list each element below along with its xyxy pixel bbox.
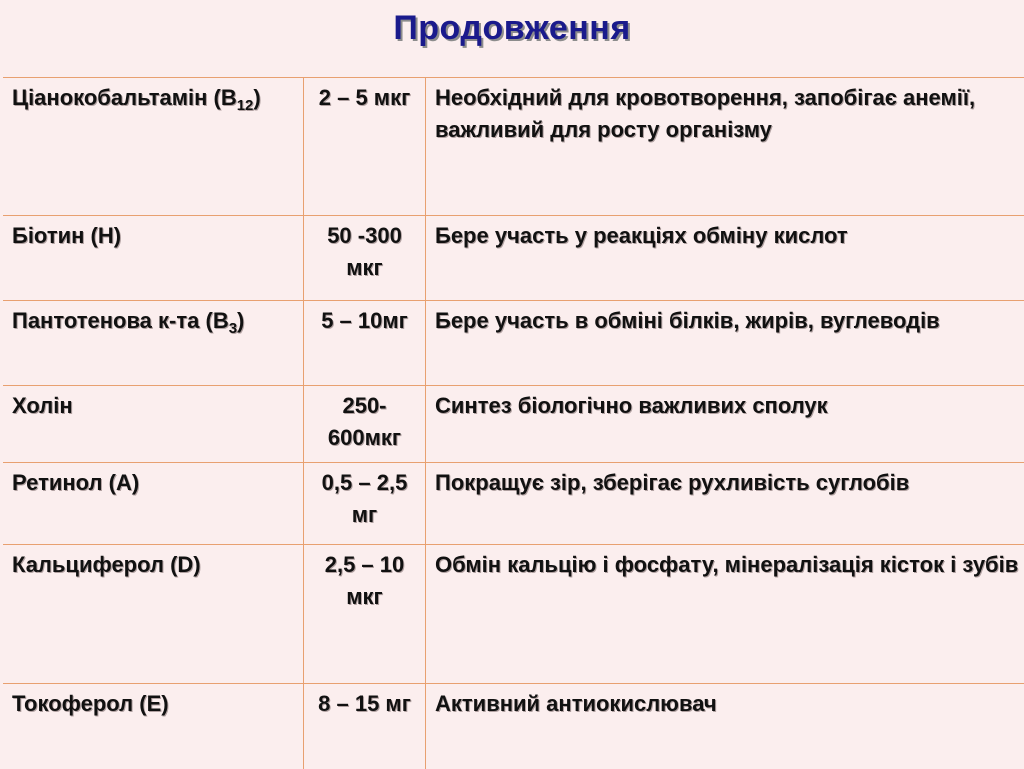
vitamin-subscript: 12 xyxy=(237,97,254,114)
vitamin-name: Пантотенова к-та (B xyxy=(12,308,229,333)
dose-cell: 0,5 – 2,5 мг xyxy=(304,463,426,545)
vitamin-name: Кальциферол (D) xyxy=(12,552,201,577)
description-cell: Активний антиокислювач xyxy=(426,684,1024,769)
table-row xyxy=(3,216,1024,301)
description-cell: Покращує зір, зберігає рухливість суглобів xyxy=(426,463,1024,545)
description-cell: Обмін кальцію і фосфату, мінералізація кісток і зубів xyxy=(426,545,1024,684)
vitamin-name: Холін xyxy=(12,393,73,418)
vitamin-name-cell xyxy=(3,463,304,545)
vitamin-name: Ціанокобальтамін (B xyxy=(12,85,237,110)
vitamin-name-cell xyxy=(3,386,304,463)
vitamin-name: Біотин (Н) xyxy=(12,223,121,248)
description-cell: Необхідний для кровотворення, запобігає анемії, важливий для росту організму xyxy=(426,78,1024,216)
table-row xyxy=(3,386,1024,463)
description-cell: Бере участь у реакціях обміну кислот xyxy=(426,216,1024,301)
table-row xyxy=(3,301,1024,386)
vitamin-name-cell xyxy=(3,78,304,216)
vitamin-name-cell xyxy=(3,301,304,386)
vitamin-name-cell xyxy=(3,545,304,684)
vitamin-name-suffix: ) xyxy=(253,85,260,110)
dose-cell: 250-600мкг xyxy=(304,386,426,463)
vitamins-table xyxy=(3,77,1024,769)
dose-cell: 2,5 – 10 мкг xyxy=(304,545,426,684)
table-row xyxy=(3,78,1024,216)
dose-cell: 2 – 5 мкг xyxy=(304,78,426,216)
table-row xyxy=(3,463,1024,545)
description-cell: Бере участь в обміні білків, жирів, вуглеводів xyxy=(426,301,1024,386)
vitamin-name-cell xyxy=(3,684,304,769)
vitamin-name-suffix: ) xyxy=(237,308,244,333)
dose-cell: 8 – 15 мг xyxy=(304,684,426,769)
dose-cell: 50 -300 мкг xyxy=(304,216,426,301)
page-title: Продовження xyxy=(0,6,1024,50)
description-cell: Синтез біологічно важливих сполук xyxy=(426,386,1024,463)
vitamin-subscript: 3 xyxy=(229,320,237,337)
vitamin-name-cell xyxy=(3,216,304,301)
table-row xyxy=(3,684,1024,769)
dose-cell: 5 – 10мг xyxy=(304,301,426,386)
vitamin-name: Ретинол (А) xyxy=(12,470,139,495)
vitamin-name: Токоферол (Е) xyxy=(12,691,169,716)
table-row xyxy=(3,545,1024,684)
